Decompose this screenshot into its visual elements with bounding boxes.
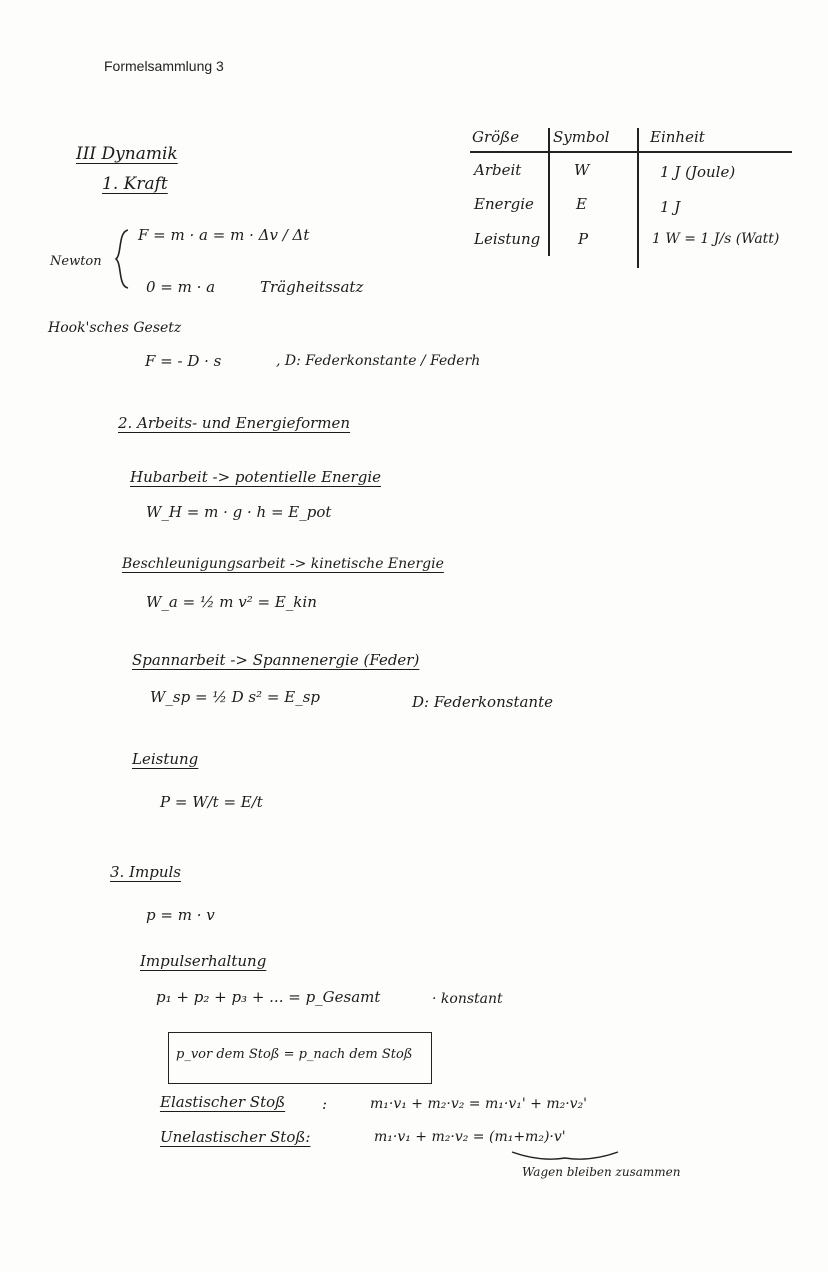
table-row-energie-groesse: Energie (474, 195, 534, 213)
unelastischer-stoss-label: Unelastischer Stoß: (160, 1128, 311, 1146)
wagen-note: Wagen bleiben zusammen (522, 1165, 681, 1179)
elastischer-stoss-colon: : (322, 1095, 328, 1113)
leistung-equation: P = W/t = E/t (160, 793, 263, 811)
hooke-note: , D: Federkonstante / Federh (276, 353, 481, 369)
table-row-arbeit-symbol: W (574, 161, 590, 179)
leistung-title: Leistung (132, 750, 199, 768)
beschleunigungsarbeit-equation: W_a = ½ m v² = E_kin (146, 593, 317, 611)
section-heading-impuls: 3. Impuls (110, 863, 181, 881)
table-divider-2 (637, 128, 639, 268)
wagen-brace (510, 1150, 620, 1162)
spannarbeit-note: D: Federkonstante (412, 693, 553, 711)
konstant-note: · konstant (432, 991, 503, 1007)
spannarbeit-title: Spannarbeit -> Spannenergie (Feder) (132, 651, 420, 669)
table-row-arbeit-einheit: 1 J (Joule) (660, 163, 736, 181)
elastischer-stoss-label: Elastischer Stoß (160, 1093, 286, 1111)
table-row-energie-symbol: E (576, 195, 587, 213)
table-header-symbol: Symbol (553, 128, 610, 146)
spannarbeit-equation: W_sp = ½ D s² = E_sp (150, 688, 320, 706)
table-row-leistung-einheit: 1 W = 1 J/s (Watt) (652, 231, 780, 247)
impuls-box-equation: p_vor dem Stoß = p_nach dem Stoß (176, 1047, 413, 1062)
unelastischer-stoss-equation: m₁·v₁ + m₂·v₂ = (m₁+m₂)·v' (374, 1129, 566, 1145)
newton-equation-2: 0 = m · a (146, 278, 216, 296)
hooke-equation: F = - D · s (145, 352, 222, 370)
table-row-leistung-symbol: P (578, 230, 589, 248)
newton-label: Newton (50, 254, 102, 269)
newton-brace (112, 228, 132, 290)
table-divider-1 (548, 128, 550, 256)
traegheitssatz-label: Trägheitssatz (260, 278, 364, 296)
newton-equation-1: F = m · a = m · Δv / Δt (138, 226, 310, 244)
hubarbeit-title: Hubarbeit -> potentielle Energie (130, 468, 382, 486)
impulserhaltung-title: Impulserhaltung (140, 952, 267, 970)
beschleunigungsarbeit-title: Beschleunigungsarbeit -> kinetische Energie (122, 556, 444, 572)
table-row-arbeit-groesse: Arbeit (474, 161, 522, 179)
elastischer-stoss-equation: m₁·v₁ + m₂·v₂ = m₁·v₁' + m₂·v₂' (370, 1096, 588, 1112)
hooke-label: Hook'sches Gesetz (48, 320, 182, 336)
table-row-energie-einheit: 1 J (660, 198, 681, 216)
page-title: Formelsammlung 3 (104, 58, 224, 74)
table-row-leistung-groesse: Leistung (474, 230, 541, 248)
table-header-groesse: Größe (472, 128, 520, 146)
table-header-einheit: Einheit (650, 128, 705, 146)
impuls-equation: p = m · v (146, 906, 215, 924)
section-heading-arbeit: 2. Arbeits- und Energieformen (118, 414, 351, 432)
table-header-rule (470, 151, 792, 153)
impulserhaltung-equation: p₁ + p₂ + p₃ + ... = p_Gesamt (156, 988, 381, 1006)
subheading-kraft: 1. Kraft (102, 174, 168, 194)
section-heading-dynamik: III Dynamik (76, 144, 178, 164)
hubarbeit-equation: W_H = m · g · h = E_pot (146, 503, 332, 521)
